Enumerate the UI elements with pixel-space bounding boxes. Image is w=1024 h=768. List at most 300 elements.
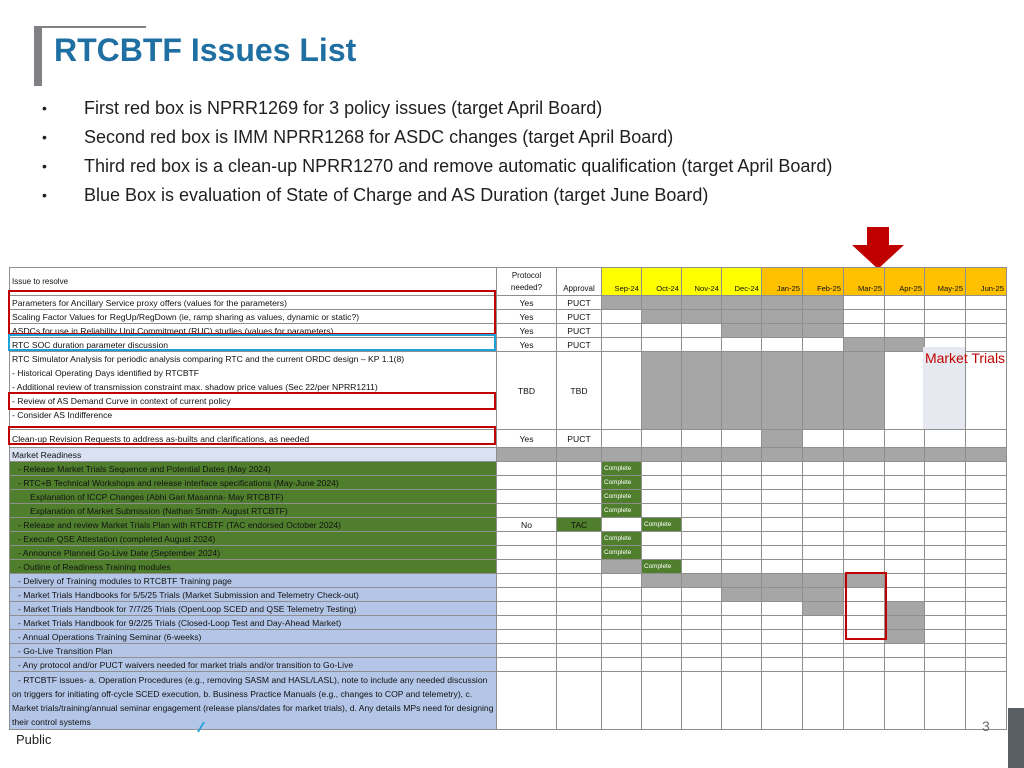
timeline-cell (642, 602, 682, 616)
timeline-cell (885, 490, 925, 504)
timeline-cell (682, 630, 722, 644)
timeline-cell (885, 324, 925, 338)
header-protocol-line2: needed? (510, 282, 543, 292)
timeline-cell (762, 658, 803, 672)
timeline-cell (966, 644, 1007, 658)
bullet-text: Blue Box is evaluation of State of Charge and AS Duration (target June Board) (84, 185, 709, 205)
timeline-cell (682, 532, 722, 546)
timeline-cell (762, 476, 803, 490)
timeline-cell (803, 490, 844, 504)
timeline-cell (682, 560, 722, 574)
timeline-cell (762, 644, 803, 658)
timeline-cell (966, 658, 1007, 672)
approval-cell: PUCT (557, 296, 602, 310)
issue-cell: Explanation of ICCP Changes (Abhi Gari Masanna- May RTCBTF) (10, 490, 497, 504)
issue-cell: - Outline of Readiness Training modules (10, 560, 497, 574)
approval-cell: PUCT (557, 310, 602, 324)
timeline-cell (722, 448, 762, 462)
timeline-cell (682, 518, 722, 532)
timeline-cell (602, 430, 642, 448)
classification-label: Public (16, 732, 52, 747)
timeline-cell (602, 448, 642, 462)
issue-cell: Clean-up Revision Requests to address as-builts and clarifications, as needed (10, 430, 497, 448)
issue-cell: ASDCs for use in Reliability Unit Commitment (RUC) studies (values for parameters) (10, 324, 497, 338)
timeline-cell (925, 324, 966, 338)
issue-line: - Consider AS Indifference (12, 410, 113, 420)
issue-line: - Additional review of transmission constraint max. shadow price values (Sec 22/per NPRR1211) (12, 382, 378, 392)
timeline-cell (762, 462, 803, 476)
section-header-cell: Market Readiness (10, 448, 497, 462)
timeline-cell (722, 476, 762, 490)
timeline-cell (722, 560, 762, 574)
table-row (10, 658, 1007, 672)
timeline-cell (682, 644, 722, 658)
timeline-cell (844, 518, 885, 532)
protocol-cell: TBD (497, 352, 557, 430)
timeline-cell (803, 338, 844, 352)
protocol-cell (497, 504, 557, 518)
timeline-cell (642, 588, 682, 602)
timeline-cell (925, 476, 966, 490)
timeline-cell (844, 672, 885, 730)
timeline-cell (722, 310, 762, 324)
timeline-cell (885, 672, 925, 730)
red-box-policy-issues (8, 290, 496, 335)
approval-cell (557, 504, 602, 518)
timeline-cell (602, 630, 642, 644)
timeline-cell (722, 338, 762, 352)
header-protocol (497, 268, 557, 296)
protocol-cell (497, 602, 557, 616)
issue-cell: - Annual Operations Training Seminar (6-weeks) (10, 630, 497, 644)
timeline-cell (602, 310, 642, 324)
protocol-cell (497, 658, 557, 672)
timeline-cell (762, 518, 803, 532)
timeline-cell (885, 310, 925, 324)
table-row (10, 532, 1007, 546)
timeline-cell (642, 504, 682, 518)
down-arrow-icon (852, 227, 904, 269)
timeline-cell (682, 338, 722, 352)
slide-title: RTCBTF Issues List (54, 32, 357, 68)
timeline-cell (966, 476, 1007, 490)
bullet-item (40, 152, 832, 181)
table-row (10, 518, 1007, 532)
protocol-cell (497, 546, 557, 560)
table-row (10, 672, 1007, 730)
timeline-cell (722, 602, 762, 616)
approval-cell (557, 546, 602, 560)
timeline-cell (803, 476, 844, 490)
header-approval: Approval (557, 268, 602, 296)
approval-cell (557, 560, 602, 574)
table-row (10, 448, 1007, 462)
timeline-cell (682, 574, 722, 588)
timeline-cell (803, 658, 844, 672)
protocol-cell (497, 560, 557, 574)
timeline-cell (762, 296, 803, 310)
timeline-cell (642, 672, 682, 730)
timeline-cell (885, 546, 925, 560)
approval-cell (557, 448, 602, 462)
timeline-cell (844, 352, 885, 430)
timeline-cell (602, 338, 642, 352)
approval-cell: PUCT (557, 338, 602, 352)
timeline-cell (885, 504, 925, 518)
timeline-cell (925, 462, 966, 476)
approval-cell (557, 462, 602, 476)
bullet-dot: • (42, 129, 47, 145)
red-box-as-demand-curve (8, 392, 496, 410)
blue-box-soc-duration (8, 334, 496, 351)
timeline-cell (966, 324, 1007, 338)
timeline-cell (762, 602, 803, 616)
timeline-cell (682, 588, 722, 602)
issue-cell: - Market Trials Handbooks for 5/5/25 Trials (Market Submission and Telemetry Check-out) (10, 588, 497, 602)
timeline-cell (602, 588, 642, 602)
timeline-cell (925, 546, 966, 560)
timeline-cell (602, 352, 642, 430)
timeline-cell (925, 616, 966, 630)
complete-badge: Complete (602, 546, 642, 560)
header-month: Mar-25 (844, 268, 885, 296)
timeline-cell (602, 296, 642, 310)
timeline-cell (844, 338, 885, 352)
header-month: May-25 (925, 268, 966, 296)
header-month: Sep-24 (602, 268, 642, 296)
timeline-cell (642, 546, 682, 560)
timeline-cell (722, 658, 762, 672)
timeline-cell (722, 518, 762, 532)
timeline-cell (762, 324, 803, 338)
timeline-cell (803, 430, 844, 448)
timeline-cell (642, 338, 682, 352)
protocol-cell: Yes (497, 324, 557, 338)
approval-cell (557, 602, 602, 616)
table-row (10, 462, 1007, 476)
timeline-cell (642, 630, 682, 644)
protocol-cell (497, 672, 557, 730)
protocol-cell (497, 630, 557, 644)
timeline-cell (602, 616, 642, 630)
timeline-cell (844, 658, 885, 672)
complete-badge: Complete (642, 560, 682, 574)
timeline-cell (966, 490, 1007, 504)
timeline-cell (602, 560, 642, 574)
bullet-item (40, 181, 832, 210)
timeline-cell (642, 644, 682, 658)
timeline-cell (642, 310, 682, 324)
timeline-cell (762, 352, 803, 430)
timeline-cell (966, 448, 1007, 462)
header-month: Apr-25 (885, 268, 925, 296)
timeline-cell (682, 504, 722, 518)
issue-cell: - Go-Live Transition Plan (10, 644, 497, 658)
timeline-cell (925, 672, 966, 730)
timeline-cell (682, 296, 722, 310)
timeline-cell (642, 352, 682, 430)
footer-right-bar (1008, 708, 1024, 768)
timeline-cell (966, 574, 1007, 588)
timeline-cell (722, 504, 762, 518)
complete-badge: Complete (602, 462, 642, 476)
timeline-cell (925, 588, 966, 602)
protocol-cell (497, 574, 557, 588)
protocol-cell: Yes (497, 430, 557, 448)
header-month: Nov-24 (682, 268, 722, 296)
timeline-cell (642, 490, 682, 504)
issue-cell: - Release and review Market Trials Plan with RTCBTF (TAC endorsed October 2024) (10, 518, 497, 532)
timeline-cell (966, 310, 1007, 324)
timeline-cell (885, 574, 925, 588)
red-box-cleanup (8, 426, 496, 445)
approval-cell: PUCT (557, 430, 602, 448)
timeline-cell (722, 574, 762, 588)
timeline-cell (722, 352, 762, 430)
timeline-cell (803, 310, 844, 324)
issue-cell: - Release Market Trials Sequence and Potential Dates (May 2024) (10, 462, 497, 476)
table-row (10, 476, 1007, 490)
timeline-cell (844, 448, 885, 462)
timeline-cell (722, 672, 762, 730)
approval-cell (557, 490, 602, 504)
header-protocol-line1: Protocol (511, 270, 542, 280)
timeline-cell (682, 476, 722, 490)
timeline-cell (803, 504, 844, 518)
approval-cell (557, 616, 602, 630)
header-month: Dec-24 (722, 268, 762, 296)
protocol-cell (497, 462, 557, 476)
timeline-cell (885, 476, 925, 490)
approval-cell (557, 658, 602, 672)
approval-cell (557, 532, 602, 546)
timeline-cell (602, 574, 642, 588)
timeline-cell (925, 630, 966, 644)
approval-cell: PUCT (557, 324, 602, 338)
protocol-cell (497, 616, 557, 630)
timeline-cell (762, 616, 803, 630)
timeline-cell (682, 658, 722, 672)
timeline-cell (966, 588, 1007, 602)
timeline-cell (762, 560, 803, 574)
timeline-cell (642, 296, 682, 310)
timeline-cell (642, 658, 682, 672)
table-row (10, 546, 1007, 560)
timeline-cell (682, 448, 722, 462)
timeline-cell (885, 658, 925, 672)
protocol-cell: Yes (497, 310, 557, 324)
timeline-cell (885, 448, 925, 462)
issue-cell: Parameters for Ancillary Service proxy offers (values for the parameters) (10, 296, 497, 310)
timeline-cell (966, 518, 1007, 532)
timeline-cell (722, 644, 762, 658)
timeline-cell (925, 504, 966, 518)
timeline-cell (803, 644, 844, 658)
timeline-cell (844, 546, 885, 560)
timeline-cell (885, 602, 925, 616)
approval-cell (557, 672, 602, 730)
header-issue: Issue to resolve (10, 268, 497, 296)
complete-badge: Complete (602, 476, 642, 490)
issue-cell: - Market Trials Handbook for 9/2/25 Trials (Closed-Loop Test and Day-Ahead Market) (10, 616, 497, 630)
complete-badge: Complete (602, 532, 642, 546)
issue-cell: - Execute QSE Attestation (completed August 2024) (10, 532, 497, 546)
bullet-dot: • (42, 100, 47, 116)
issue-cell-multiline (10, 352, 497, 430)
timeline-cell (602, 644, 642, 658)
timeline-cell (722, 630, 762, 644)
timeline-cell (722, 430, 762, 448)
complete-badge: Complete (642, 518, 682, 532)
timeline-cell (966, 504, 1007, 518)
approval-cell: TBD (557, 352, 602, 430)
timeline-cell (762, 338, 803, 352)
timeline-cell (966, 630, 1007, 644)
timeline-cell (602, 518, 642, 532)
timeline-cell (885, 430, 925, 448)
timeline-cell (925, 310, 966, 324)
timeline-cell (682, 490, 722, 504)
corner-mark-icon (197, 722, 205, 732)
timeline-cell (885, 532, 925, 546)
timeline-cell (925, 560, 966, 574)
timeline-cell (642, 574, 682, 588)
timeline-cell (722, 296, 762, 310)
issue-cell: Explanation of Market Submission (Nathan Smith- August RTCBTF) (10, 504, 497, 518)
protocol-cell (497, 588, 557, 602)
market-trials-label: Market Trials (924, 350, 1006, 366)
timeline-cell (722, 490, 762, 504)
protocol-cell (497, 448, 557, 462)
approval-cell (557, 476, 602, 490)
timeline-cell (885, 588, 925, 602)
timeline-cell (844, 324, 885, 338)
timeline-cell (682, 616, 722, 630)
timeline-cell (803, 518, 844, 532)
timeline-cell (642, 430, 682, 448)
approval-cell (557, 644, 602, 658)
approval-cell (557, 574, 602, 588)
timeline-cell (602, 672, 642, 730)
title-top-rule (34, 26, 146, 28)
timeline-cell (885, 352, 925, 430)
timeline-cell (966, 430, 1007, 448)
timeline-cell (762, 672, 803, 730)
timeline-cell (885, 338, 925, 352)
timeline-cell (966, 560, 1007, 574)
bullet-text: Second red box is IMM NPRR1268 for ASDC changes (target April Board) (84, 127, 674, 147)
timeline-cell (966, 616, 1007, 630)
bullet-text: First red box is NPRR1269 for 3 policy issues (target April Board) (84, 98, 603, 118)
complete-badge: Complete (602, 490, 642, 504)
timeline-cell (966, 296, 1007, 310)
timeline-cell (642, 532, 682, 546)
page-number: 3 (982, 718, 990, 734)
bullet-item (40, 94, 832, 123)
table-row (10, 352, 1007, 430)
timeline-cell (762, 574, 803, 588)
approval-cell (557, 588, 602, 602)
timeline-cell (803, 630, 844, 644)
timeline-cell (925, 448, 966, 462)
bullet-list (40, 94, 832, 210)
timeline-cell (885, 296, 925, 310)
issue-cell: - Any protocol and/or PUCT waivers needed for market trials and/or transition to Go-Live (10, 658, 497, 672)
timeline-cell (803, 588, 844, 602)
timeline-cell (642, 616, 682, 630)
timeline-cell (885, 518, 925, 532)
timeline-cell (682, 324, 722, 338)
timeline-cell (762, 448, 803, 462)
timeline-cell (682, 352, 722, 430)
timeline-cell (762, 504, 803, 518)
timeline-cell (803, 532, 844, 546)
header-month: Jun-25 (966, 268, 1007, 296)
approval-cell (557, 630, 602, 644)
header-month: Feb-25 (803, 268, 844, 296)
timeline-cell (602, 324, 642, 338)
timeline-cell (844, 310, 885, 324)
timeline-cell (966, 462, 1007, 476)
timeline-cell (722, 588, 762, 602)
timeline-cell (925, 644, 966, 658)
approval-cell: TAC (557, 518, 602, 532)
timeline-cell (602, 602, 642, 616)
protocol-cell (497, 644, 557, 658)
timeline-cell (682, 430, 722, 448)
title-accent-bar (34, 26, 42, 86)
timeline-cell (682, 462, 722, 476)
timeline-cell (642, 448, 682, 462)
timeline-cell (925, 430, 966, 448)
protocol-cell (497, 490, 557, 504)
timeline-cell (885, 560, 925, 574)
issue-cell: RTC SOC duration parameter discussion (10, 338, 497, 352)
timeline-cell (925, 518, 966, 532)
timeline-cell (925, 532, 966, 546)
timeline-cell (966, 602, 1007, 616)
timeline-cell (803, 296, 844, 310)
header-month: Jan-25 (762, 268, 803, 296)
timeline-cell (602, 658, 642, 672)
timeline-cell (722, 546, 762, 560)
timeline-cell (925, 296, 966, 310)
timeline-cell (925, 602, 966, 616)
bullet-text: Third red box is a clean-up NPRR1270 and remove automatic qualification (target April Board) (84, 156, 833, 176)
timeline-cell (844, 462, 885, 476)
issue-cell: - RTC+B Technical Workshops and release interface specifications (May-June 2024) (10, 476, 497, 490)
timeline-cell (885, 630, 925, 644)
timeline-cell (722, 532, 762, 546)
timeline-cell (966, 532, 1007, 546)
timeline-cell (803, 352, 844, 430)
issue-line: - Historical Operating Days identified by RTCBTF (12, 368, 200, 378)
bullet-dot: • (42, 158, 47, 174)
table-row (10, 490, 1007, 504)
issue-cell: - Announce Planned Go-Live Date (September 2024) (10, 546, 497, 560)
timeline-cell (803, 462, 844, 476)
timeline-cell (642, 462, 682, 476)
timeline-cell (844, 476, 885, 490)
timeline-cell (762, 310, 803, 324)
issue-cell: - Market Trials Handbook for 7/7/25 Trials (OpenLoop SCED and QSE Telemetry Testing) (10, 602, 497, 616)
timeline-cell (803, 546, 844, 560)
timeline-cell (885, 616, 925, 630)
bullet-dot: • (42, 187, 47, 203)
protocol-cell (497, 532, 557, 546)
protocol-cell: Yes (497, 296, 557, 310)
timeline-cell (722, 324, 762, 338)
